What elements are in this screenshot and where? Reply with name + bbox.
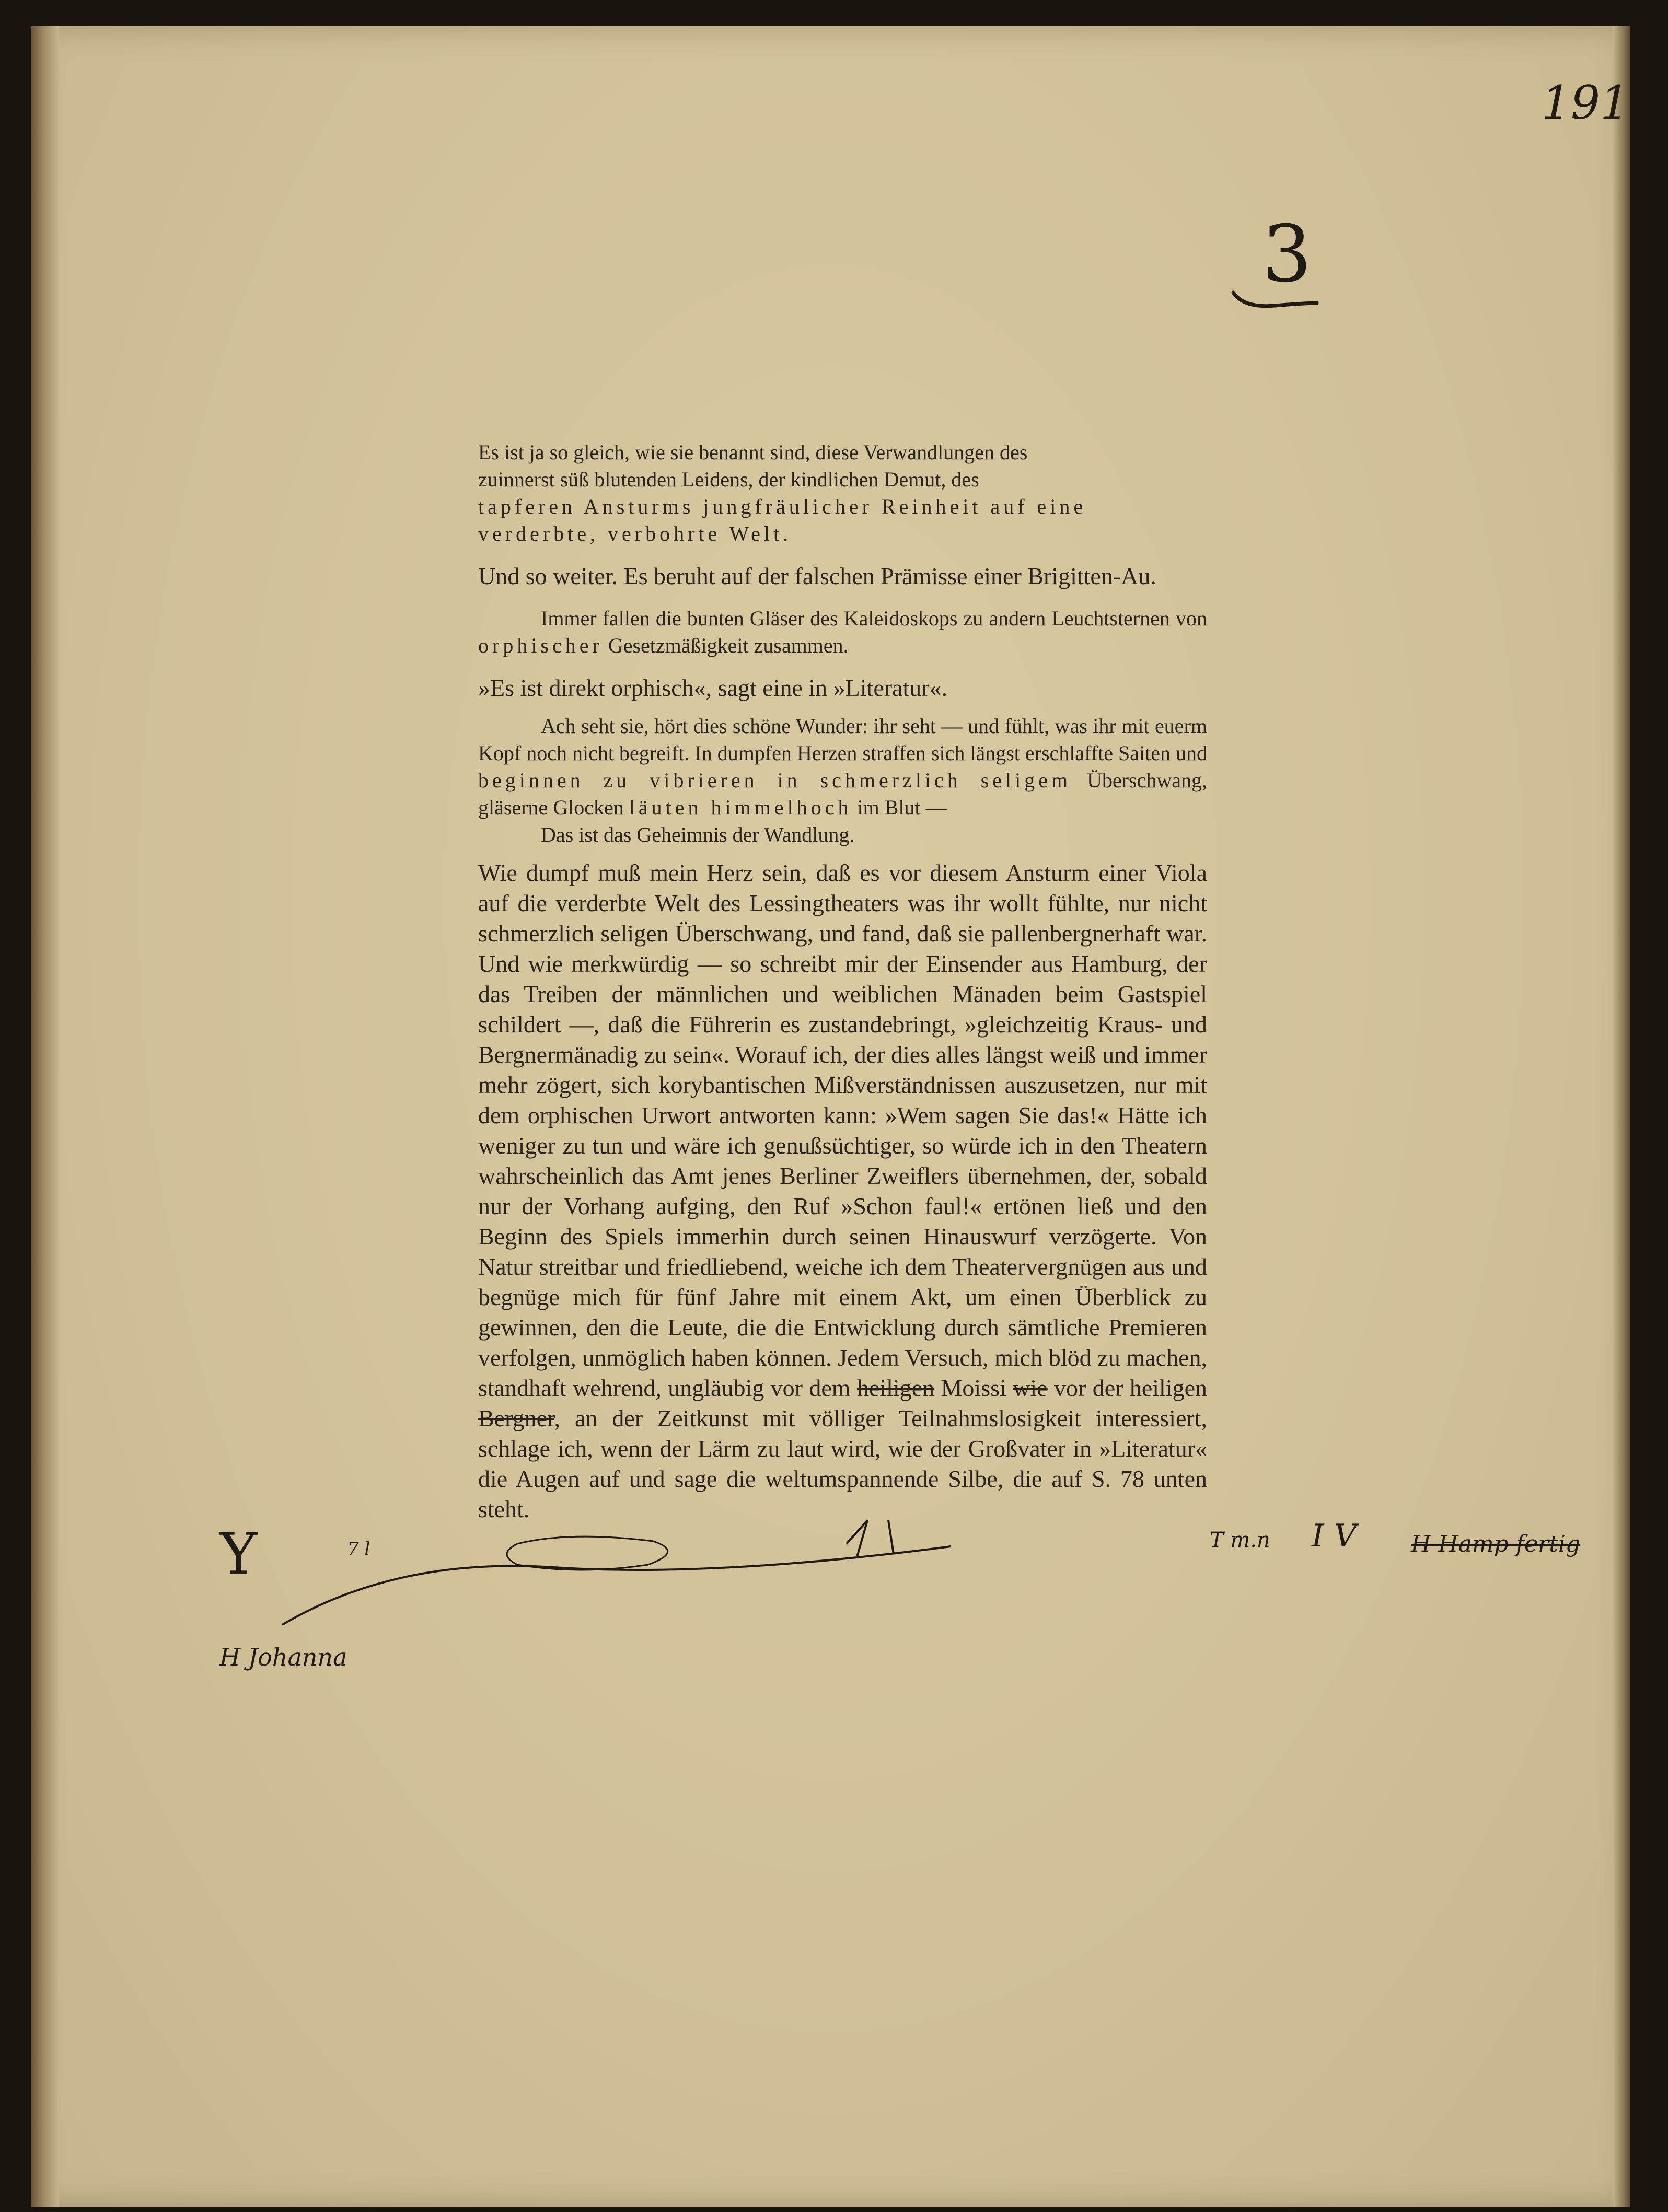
quote-3-part-c: Überschwang, gläserne Glocken — [478, 769, 1208, 819]
book-page — [31, 26, 1630, 2207]
section-number: 3 — [1262, 209, 1312, 300]
struck-word-2: wie — [1013, 1375, 1048, 1401]
handwritten-annotation-lines — [31, 26, 1630, 2207]
quote-2-part-a: Immer fallen die bunten Gläser des Kaleidoskops zu andern Leuchtsternen von — [541, 607, 1207, 630]
quote-3-part-e: im Blut — — [852, 796, 947, 819]
page-number: 191 — [1542, 76, 1629, 130]
paragraph-2: »Es ist direkt orphisch«, sagt eine in »Literatur«. — [478, 674, 948, 701]
paragraph-3-part-c: vor der heiligen — [1047, 1375, 1207, 1401]
quote-3-part-a: Ach seht sie, hört dies schöne Wunder: ihr seht — und fühlt, was ihr mit euerm Kopf noch nicht begreift. In dumpfen Herzen straffen sich längst erschlaffte Saiten und — [478, 714, 1207, 765]
quote-1-line-1: Es ist ja so gleich, wie sie benannt sind, diese Verwandlungen des — [478, 440, 1028, 464]
correction-circle — [507, 1536, 668, 1570]
quote-1-line-3: tapferen Ansturms jungfräulicher Reinheit auf eine — [478, 495, 1087, 518]
struck-word-3: Bergner — [478, 1405, 554, 1431]
quote-1-line-2: zuinnerst süß blutenden Leidens, der kindlichen Demut, des — [478, 468, 979, 491]
margin-mark-left: Y — [219, 1520, 258, 1587]
margin-note-left-bottom: H Johanna — [219, 1643, 348, 1671]
correction-stroke — [282, 1546, 951, 1625]
quote-3-end: Das ist das Geheimnis der Wandlung. — [541, 823, 855, 846]
paragraph-3-part-a: Wie dumpf muß mein Herz sein, daß es vor diesem Ansturm einer Viola auf die verderbte Welt des Lessingtheaters was ihr wollt fühlte, nur nicht schmerzlich seligen Überschwang, und fand, daß sie pallenbergnerhaft war. Und wie merkwürdig — so schreibt mir der Einsender aus Hamburg, der das Treiben der männlichen und weiblichen Mänaden beim Gastspiel schildert —, daß die Führerin es zustandebringt, »gleichzeitig Kraus- und Bergnermänadig zu sein«. Worauf ich, der dies alles längst weiß und immer mehr zögert, sich korybantischen Mißverständnissen auszusetzen, nur mit dem orphischen Urwort antworten kann: »Wem sagen Sie das!« Hätte ich weniger zu tun und wäre ich genußsüchtiger, so würde ich in den Theatern wahrscheinlich das Amt jenes Berliner Zweiflers übernehmen, der, sobald nur der Vorhang aufging, den Ruf »Schon faul!« ertönen ließ und den Beginn des Spiels immerhin durch seinen Hinauswurf verzögerte. Von Natur streitbar und friedliebend, weiche ich dem Theatervergnügen aus und begnüge mich für fünf Jahre mit einem Akt, um einen Überblick zu gewinnen, den die Leute, die die Entwicklung durch sämtliche Premieren verfolgen, unmöglich haben können. Jedem Versuch, mich blöd zu machen, standhaft wehrend, ungläubig vor dem — [478, 859, 1207, 1401]
struck-word-1: heiligen — [856, 1375, 935, 1401]
quote-3-part-d: läuten himmelhoch — [629, 796, 852, 819]
quote-3-part-b: beginnen zu vibrieren in schmerzlich seligem — [478, 769, 1072, 792]
quote-2-part-c: Gesetzmäßigkeit zusammen. — [603, 634, 849, 657]
margin-note-right-2: I V — [1312, 1518, 1357, 1554]
paragraph-3-part-d: , an der Zeitkunst mit völliger Teilnahmslosigkeit interessiert, schlage ich, wenn der Lärm zu laut wird, wie der Großvater in »Literatur« die Augen auf und sage die weltumspannende Silbe, die auf S. 78 unten steht. — [478, 1405, 1207, 1522]
insertion-mark — [847, 1520, 894, 1557]
paragraph-1: Und so weiter. Es beruht auf der falschen Prämisse einer Brigitten-Au. — [478, 563, 1156, 589]
quote-2-part-b: orphischer — [478, 634, 603, 657]
margin-note-left-small: 7 l — [348, 1539, 370, 1559]
quote-1-line-4: verderbte, verbohrte Welt. — [478, 522, 792, 545]
paragraph-3-part-b: Moissi — [934, 1375, 1013, 1401]
margin-note-right-3: H Hamp fertig — [1411, 1531, 1581, 1557]
margin-note-right-1: T m.n — [1210, 1528, 1270, 1552]
